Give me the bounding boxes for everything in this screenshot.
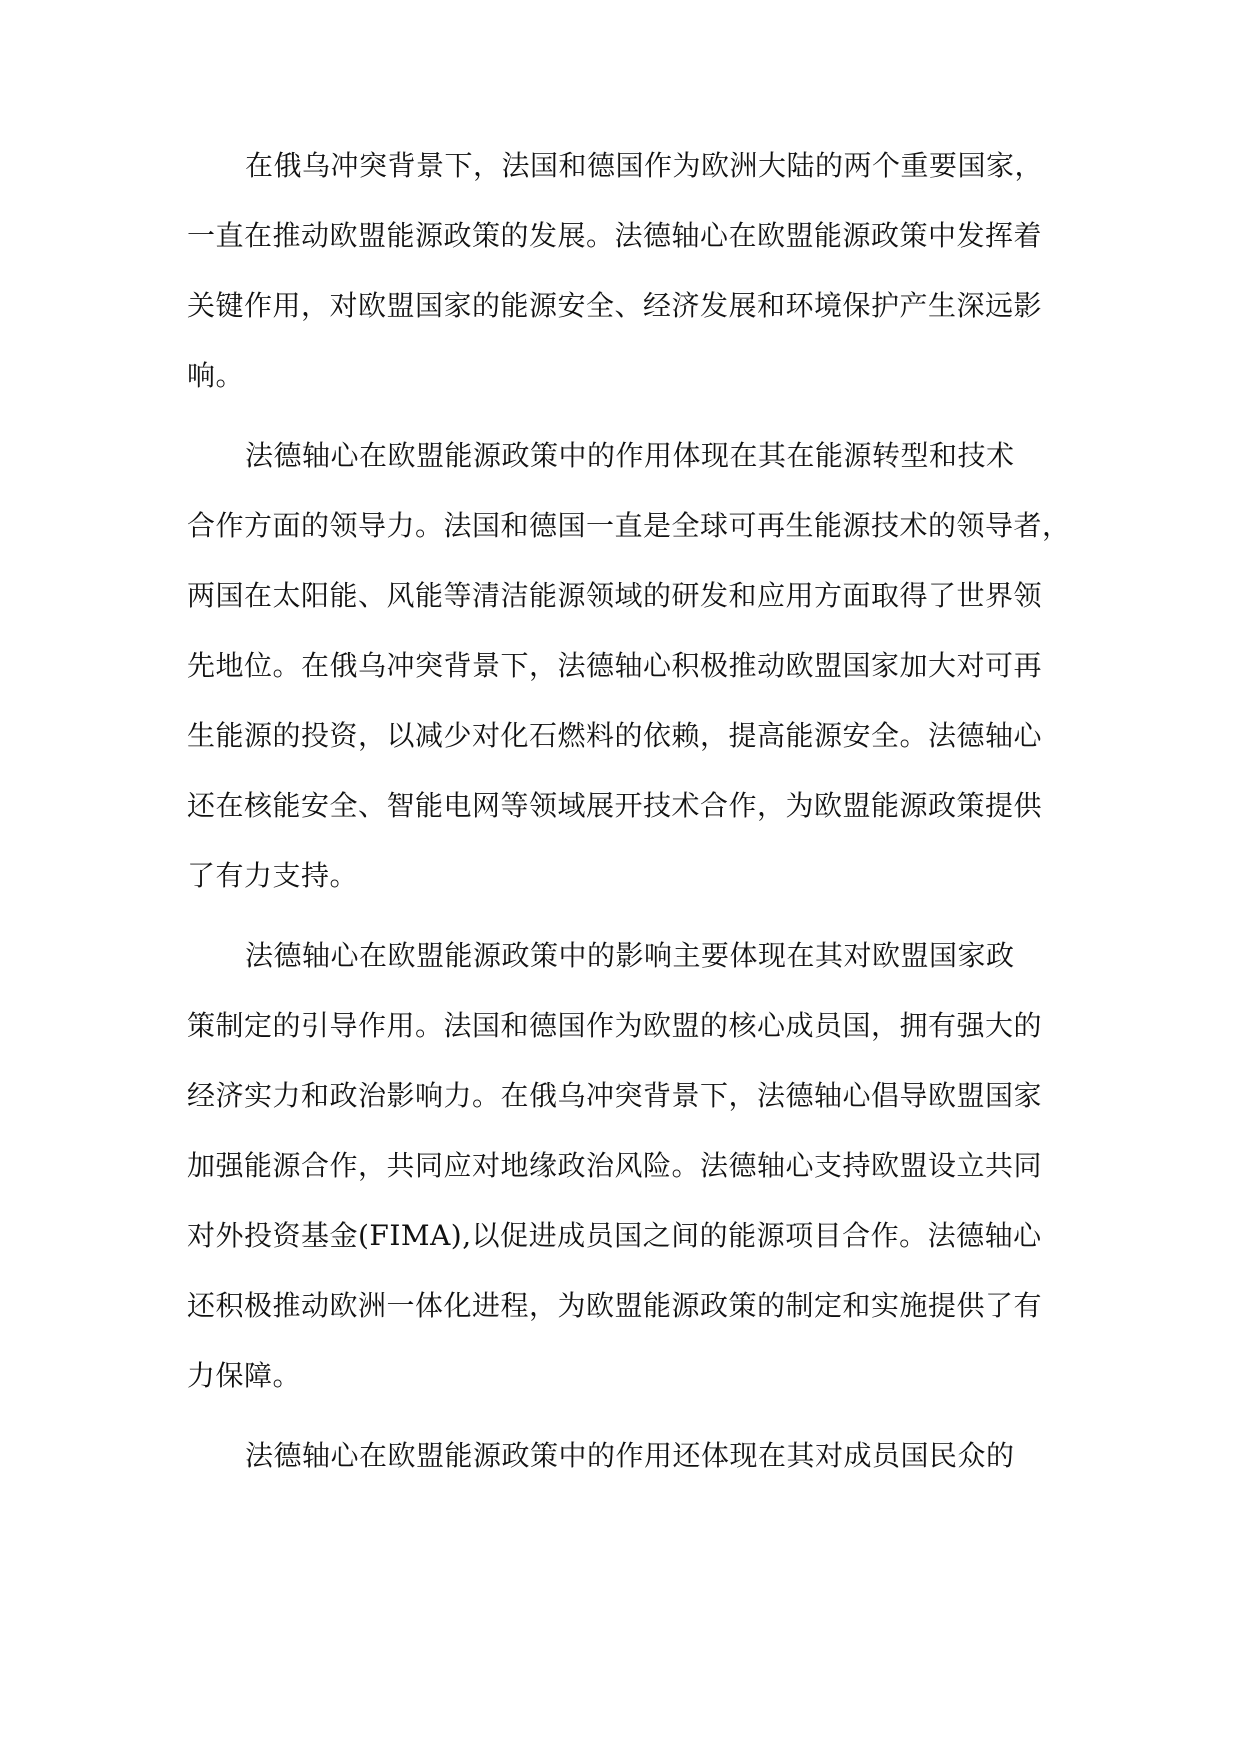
text-line: 策制定的引导作用。法国和德国作为欧盟的核心成员国，拥有强大的 bbox=[187, 1009, 1043, 1042]
text-line: 法德轴心在欧盟能源政策中的作用还体现在其对成员国民众的 bbox=[245, 1439, 1015, 1472]
paragraph-spacing bbox=[187, 1420, 1057, 1430]
text-line: 两国在太阳能、风能等清洁能源领域的研发和应用方面取得了世界领 bbox=[187, 579, 1043, 612]
paragraph-3 bbox=[187, 930, 1057, 1420]
text-line: 合作方面的领导力。法国和德国一直是全球可再生能源技术的领导者， bbox=[187, 509, 1071, 542]
text-line: 在俄乌冲突背景下，法国和德国作为欧洲大陆的两个重要国家， bbox=[245, 149, 1044, 182]
paragraph-spacing bbox=[187, 420, 1057, 430]
text-line: 还在核能安全、智能电网等领域展开技术合作，为欧盟能源政策提供 bbox=[187, 789, 1043, 822]
document-body bbox=[187, 140, 1071, 1500]
text-line: 经济实力和政治影响力。在俄乌冲突背景下，法德轴心倡导欧盟国家 bbox=[187, 1079, 1043, 1112]
text-line: 法德轴心在欧盟能源政策中的作用体现在其在能源转型和技术 bbox=[245, 439, 1015, 472]
text-line: 一直在推动欧盟能源政策的发展。法德轴心在欧盟能源政策中发挥着 bbox=[187, 219, 1043, 252]
paragraph-2 bbox=[187, 430, 1071, 920]
paragraph-spacing bbox=[187, 920, 1057, 930]
text-line: 加强能源合作，共同应对地缘政治风险。法德轴心支持欧盟设立共同 bbox=[187, 1149, 1043, 1182]
paragraph-1 bbox=[187, 140, 1057, 420]
text-line: 关键作用，对欧盟国家的能源安全、经济发展和环境保护产生深远影 bbox=[187, 289, 1043, 322]
paragraph-4 bbox=[187, 1430, 1057, 1500]
text-line: 生能源的投资，以减少对化石燃料的依赖，提高能源安全。法德轴心 bbox=[187, 719, 1043, 752]
text-line: 还积极推动欧洲一体化进程，为欧盟能源政策的制定和实施提供了有 bbox=[187, 1289, 1043, 1322]
text-line: 力保障。 bbox=[187, 1359, 302, 1392]
text-line: 法德轴心在欧盟能源政策中的影响主要体现在其对欧盟国家政 bbox=[245, 939, 1015, 972]
text-line: 对外投资基金(FIMA),以促进成员国之间的能源项目合作。法德轴心 bbox=[187, 1219, 1042, 1252]
text-line: 先地位。在俄乌冲突背景下，法德轴心积极推动欧盟国家加大对可再 bbox=[187, 649, 1043, 682]
text-line: 响。 bbox=[187, 359, 245, 392]
text-line: 了有力支持。 bbox=[187, 859, 359, 892]
